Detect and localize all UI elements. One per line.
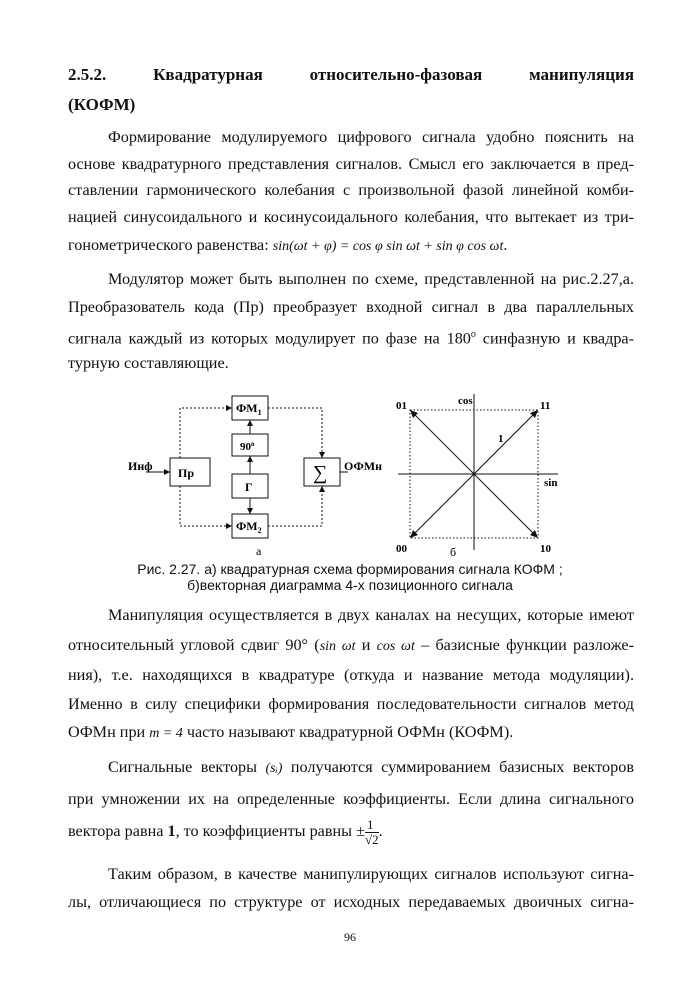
figure-caption: [110, 561, 590, 593]
sum-symbol: ∑: [313, 462, 328, 484]
para2-line: турную составляющие.: [68, 354, 229, 372]
converter-fm1-line: [180, 408, 232, 458]
trig-identity-formula: sin(ωt + φ) = cos φ sin ωt + sin φ cos ωt: [272, 239, 504, 254]
fm2-label: $ФМ_2$: [236, 519, 262, 535]
para3-line: [68, 632, 634, 661]
arrow-fm1-up: [247, 420, 253, 426]
para2-text: синфазную и квадра-: [475, 329, 634, 348]
modulator-block-diagram: [124, 390, 394, 560]
page-number: 96: [344, 930, 356, 944]
diagram-a-letter: а: [256, 544, 262, 558]
vector-10: [474, 474, 534, 534]
para4-text: , то коэффициенты равны: [175, 822, 357, 841]
para2-line: Преобразователь кода (Пр) преобразует входной сигнал в два параллельных: [68, 298, 634, 316]
para3-text: – базисные функции разложе-: [414, 636, 635, 654]
para4-line: при умножении их на определенные коэффициенты. Если длина сигнального: [68, 790, 634, 808]
section-title-word: относительно-фазовая: [309, 65, 483, 84]
section-title-word: Квадратурная: [153, 65, 263, 84]
para1-line: основе квадратурного представления сигналов. Смысл его заключается в пред-: [68, 154, 634, 173]
arrow-fm1: [226, 405, 232, 411]
generator-label: Г: [245, 480, 253, 494]
arrow-sum-bottom: [319, 486, 325, 492]
para3-text: и: [355, 636, 377, 654]
para1-text: гонометрического равенства:: [68, 236, 269, 254]
para3-line: Именно в силу специфики формирования последовательности сигналов метод: [68, 695, 634, 713]
converter-fm2-line: [180, 486, 232, 526]
cos-axis-label: cos: [458, 395, 473, 407]
para3-line: [68, 719, 634, 748]
basis-cos: cos ωt: [376, 639, 415, 654]
label-1: 1: [498, 433, 504, 445]
label-10: 10: [540, 543, 551, 555]
vector-diagram: [392, 390, 572, 560]
basis-sin: sin ωt: [319, 639, 356, 654]
para1-line: Формирование модулируемого цифрового сигнала удобно пояснить на: [108, 128, 634, 146]
arrow-sum-top: [319, 452, 325, 458]
fm1-label: $ФМ_1$: [236, 401, 262, 417]
section-title-abbr: (КОФМ): [68, 95, 136, 114]
signal-vector-symbol: (sᵢ): [265, 761, 283, 776]
para5-line: Таким образом, в качестве манипулирующих сигналов используют сигна-: [108, 865, 634, 883]
para3-line: ния), т.е. находящихся в квадратуре (откуда и название метода модуляции).: [68, 666, 634, 684]
para1-line: ставлении гармонического колебания с произвольной фазой линейной комби-: [68, 181, 634, 199]
fraction-numerator: 1: [365, 818, 379, 833]
phase-shift-label: $90^о$: [240, 440, 255, 453]
para1-line: [68, 232, 634, 261]
plus-minus: ±: [356, 822, 365, 841]
vector-01: [414, 414, 474, 474]
para2-line: [68, 322, 634, 352]
para1-line: нацией синусоидального и косинусоидального колебания, что вытекает из три-: [68, 207, 634, 226]
section-title-word: манипуляция: [529, 65, 635, 84]
para2-line: Модулятор может быть выполнен по схеме, представленной на рис.2.27,а.: [108, 270, 634, 288]
para2-text: сигнала каждый из которых модулирует по фазе на 180: [68, 329, 471, 348]
arrow-input: [164, 469, 170, 475]
para4-text: получаются суммированием базисных векторов: [282, 758, 634, 776]
section-heading-line1: [68, 62, 634, 89]
para4-period: .: [378, 822, 383, 841]
vector-11: [474, 414, 534, 474]
arrow-fm2: [226, 523, 232, 529]
fraction-denominator: √2: [364, 832, 379, 847]
degree-sup: о: [470, 329, 476, 340]
para3-text: ОФМн при: [68, 723, 150, 741]
input-label: Инф: [128, 459, 153, 473]
unit-length: 1: [167, 822, 176, 841]
para3-line: Манипуляция осуществляется в двух каналах на несущих, которые имеют: [108, 606, 634, 624]
converter-label: Пр: [178, 466, 195, 480]
vector-00: [414, 474, 474, 534]
caption-line1: Рис. 2.27. а) квадратурная схема формирования сигнала КОФМ ;: [137, 561, 563, 577]
label-01: 01: [396, 400, 407, 412]
coefficient-fraction: [365, 818, 379, 847]
arrow-shift: [247, 456, 253, 462]
sin-axis-label: sin: [544, 477, 558, 489]
para4-line: [68, 818, 634, 847]
diagram-b-letter: б: [450, 545, 457, 559]
label-11: 11: [540, 400, 551, 412]
output-label: ОФМн: [344, 459, 383, 473]
fm1-sum-line: [268, 408, 322, 458]
para4-line: [68, 754, 634, 783]
para3-text: относительный угловой сдвиг 90° (: [68, 636, 320, 654]
para4-text: вектора равна: [68, 822, 168, 841]
para3-text: часто называют квадратурной ОФМн (КОФМ).: [182, 723, 514, 741]
m-equals-4: m = 4: [149, 726, 183, 741]
caption-line2: б)векторная диаграмма 4-х позиционного сигнала: [187, 577, 513, 593]
para1-period: .: [503, 236, 508, 254]
para4-text: Сигнальные векторы: [108, 758, 266, 776]
section-heading-line2: [68, 92, 634, 119]
para5-line: лы, отличающиеся по структуре от исходных передаваемых двоичных сигна-: [68, 893, 634, 911]
arrow-fm2-down: [247, 508, 253, 514]
section-number: 2.5.2.: [68, 65, 107, 84]
label-00: 00: [396, 543, 407, 555]
fm2-sum-line: [268, 486, 322, 526]
